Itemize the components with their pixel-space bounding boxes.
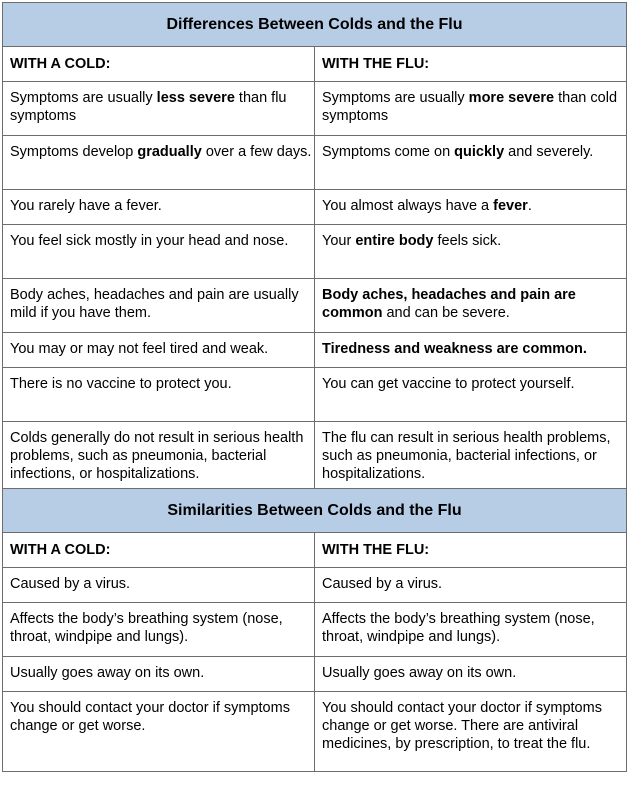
differences-flu-cell xyxy=(315,422,627,489)
table-row xyxy=(3,190,627,225)
table-row xyxy=(3,82,627,136)
text-run: You should contact your doctor if symptoms change or get worse. There are antiviral medicines, by prescription, to treat the flu. xyxy=(322,700,602,752)
cold-text xyxy=(10,136,314,161)
differences-flu-cell xyxy=(315,279,627,333)
text-run: You should contact your doctor if symptoms change or get worse. xyxy=(10,700,290,734)
flu-text xyxy=(322,368,626,393)
differences-cold-cell xyxy=(3,82,315,136)
cold-text xyxy=(10,692,314,735)
similarities-cold-cell xyxy=(3,657,315,692)
text-run: and severely. xyxy=(504,144,594,160)
flu-text xyxy=(322,657,626,682)
differences-title: Differences Between Colds and the Flu xyxy=(3,3,627,47)
text-run: Symptoms come on xyxy=(322,144,455,160)
differences-flu-cell xyxy=(315,368,627,422)
text-run: You can get vaccine to protect yourself. xyxy=(322,376,575,392)
table-row xyxy=(3,603,627,657)
similarities-cold-cell xyxy=(3,692,315,772)
text-run: There is no vaccine to protect you. xyxy=(10,376,232,392)
differences-cold-cell xyxy=(3,136,315,190)
cold-text xyxy=(10,603,314,646)
flu-text xyxy=(322,333,626,358)
differences-flu-cell xyxy=(315,225,627,279)
text-run: over a few days. xyxy=(201,144,312,160)
flu-text xyxy=(322,568,626,593)
similarities-flu-cell xyxy=(315,568,627,603)
table-row xyxy=(3,333,627,368)
cold-text xyxy=(10,368,314,393)
table-row xyxy=(3,368,627,422)
differences-flu-cell xyxy=(315,333,627,368)
table-row xyxy=(3,422,627,489)
text-run: Caused by a virus. xyxy=(322,576,443,592)
differences-flu-cell xyxy=(315,136,627,190)
text-run: and can be severe. xyxy=(382,305,510,321)
differences-flu-cell xyxy=(315,82,627,136)
similarities-cold-header: WITH A COLD: xyxy=(3,533,315,568)
text-run: Body aches, headaches and pain are usually mild if you have them. xyxy=(10,287,299,321)
text-run: Colds generally do not result in serious health problems, such as pneumonia, bacterial infections, or hospitalizations. xyxy=(10,430,304,482)
flu-text xyxy=(322,279,626,322)
differences-cold-cell xyxy=(3,422,315,489)
differences-cold-cell xyxy=(3,225,315,279)
flu-text xyxy=(322,136,626,161)
text-run: Usually goes away on its own. xyxy=(10,665,205,681)
differences-cold-header: WITH A COLD: xyxy=(3,47,315,82)
cold-text xyxy=(10,82,314,125)
differences-cold-cell xyxy=(3,333,315,368)
cold-text xyxy=(10,190,314,215)
differences-cold-cell xyxy=(3,368,315,422)
text-run: Usually goes away on its own. xyxy=(322,665,517,681)
similarities-title: Similarities Between Colds and the Flu xyxy=(3,489,627,533)
cold-text xyxy=(10,422,314,483)
table-row xyxy=(3,225,627,279)
text-run: . xyxy=(527,198,532,214)
cold-text xyxy=(10,279,314,322)
table-row xyxy=(3,568,627,603)
text-run: The flu can result in serious health problems, such as pneumonia, bacterial infections, or hospitalizations. xyxy=(322,430,611,482)
text-run: Symptoms are usually xyxy=(10,90,157,106)
flu-text xyxy=(322,692,626,753)
text-run: Symptoms develop xyxy=(10,144,138,160)
similarities-cold-cell xyxy=(3,568,315,603)
emphasis-text: entire body xyxy=(355,233,434,249)
text-run: than cold symptoms xyxy=(322,90,618,124)
cold-vs-flu-table xyxy=(2,2,627,772)
flu-text xyxy=(322,225,626,250)
similarities-flu-cell xyxy=(315,603,627,657)
similarities-flu-header: WITH THE FLU: xyxy=(315,533,627,568)
text-run: feels sick. xyxy=(433,233,502,249)
cold-text xyxy=(10,568,314,593)
differences-flu-header: WITH THE FLU: xyxy=(315,47,627,82)
differences-cold-cell xyxy=(3,279,315,333)
flu-text xyxy=(322,190,626,215)
emphasis-text: less severe xyxy=(156,90,235,106)
cold-text xyxy=(10,657,314,682)
text-run: You rarely have a fever. xyxy=(10,198,162,214)
text-run: Symptoms are usually xyxy=(322,90,469,106)
table-row xyxy=(3,136,627,190)
table-row xyxy=(3,657,627,692)
emphasis-text: Body aches, headaches and pain are common xyxy=(322,287,576,321)
emphasis-text: Tiredness and weakness are common. xyxy=(322,341,587,357)
differences-flu-cell xyxy=(315,190,627,225)
table-row xyxy=(3,279,627,333)
text-run: Affects the body’s breathing system (nose, throat, windpipe and lungs). xyxy=(322,611,595,645)
flu-text xyxy=(322,422,626,483)
table-row xyxy=(3,692,627,772)
flu-text xyxy=(322,603,626,646)
cold-text xyxy=(10,333,314,358)
text-run: Caused by a virus. xyxy=(10,576,131,592)
similarities-flu-cell xyxy=(315,692,627,772)
cold-text xyxy=(10,225,314,250)
text-run: Affects the body’s breathing system (nose, throat, windpipe and lungs). xyxy=(10,611,283,645)
text-run: Your xyxy=(322,233,356,249)
text-run: than flu symptoms xyxy=(10,90,287,124)
text-run: You feel sick mostly in your head and nose. xyxy=(10,233,289,249)
differences-cold-cell xyxy=(3,190,315,225)
emphasis-text: fever xyxy=(493,198,528,214)
similarities-cold-cell xyxy=(3,603,315,657)
flu-text xyxy=(322,82,626,125)
text-run: You almost always have a xyxy=(322,198,494,214)
similarities-flu-cell xyxy=(315,657,627,692)
emphasis-text: gradually xyxy=(137,144,202,160)
emphasis-text: quickly xyxy=(454,144,505,160)
text-run: You may or may not feel tired and weak. xyxy=(10,341,269,357)
emphasis-text: more severe xyxy=(468,90,555,106)
